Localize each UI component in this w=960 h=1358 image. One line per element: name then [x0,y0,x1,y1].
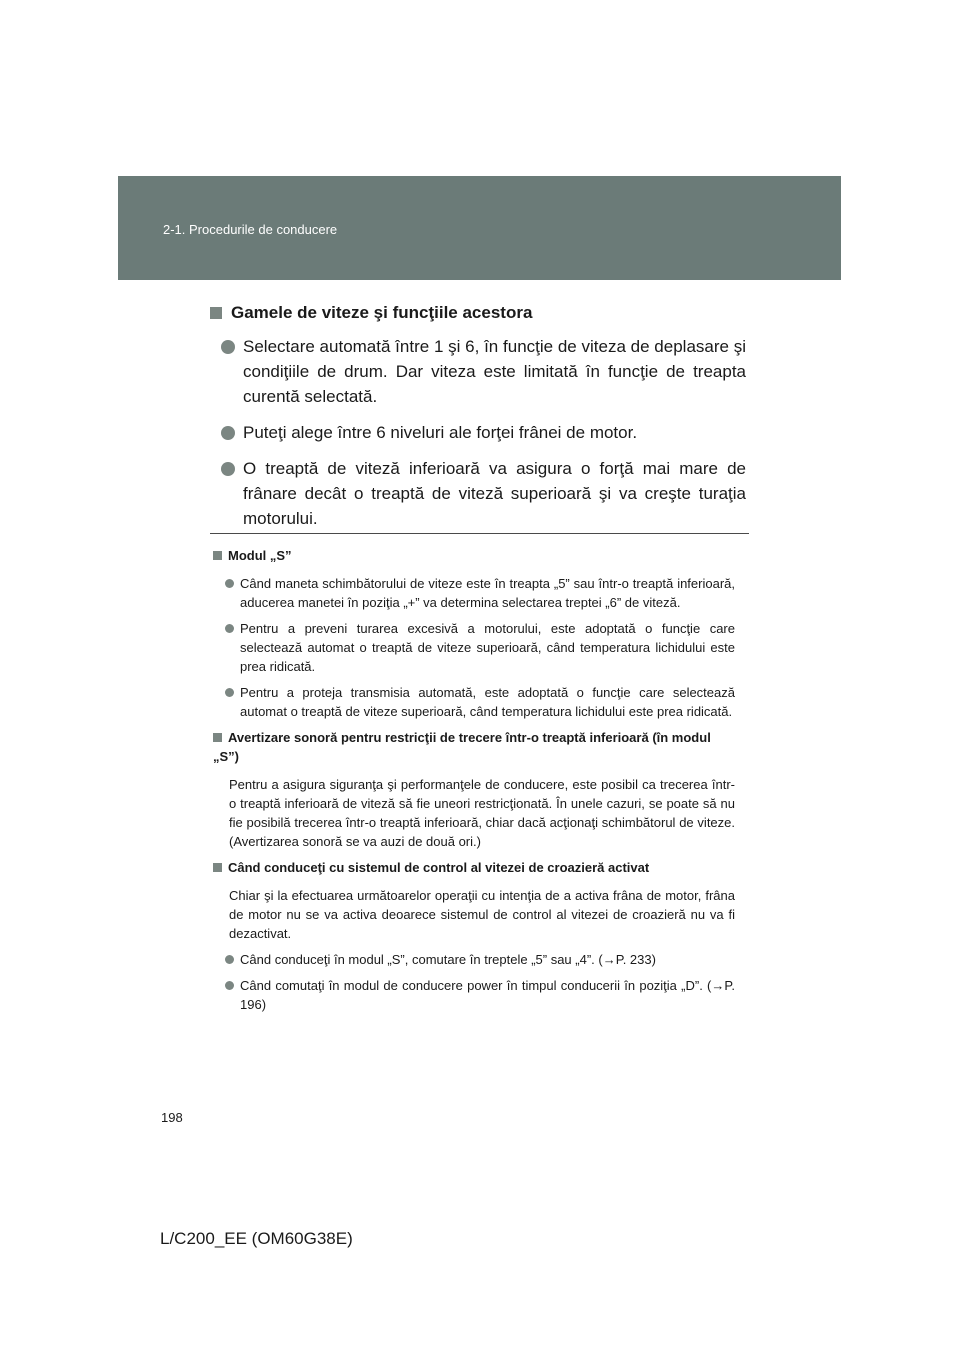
square-bullet-icon [213,551,222,560]
note-bullet-text: Când comutaţi în modul de conducere power în timpul conducerii în poziţia „D”. (→P. 196) [240,978,735,1012]
page-number: 198 [161,1110,183,1125]
notes-section [213,546,735,1021]
main-bullet [210,456,746,531]
main-bullet [210,334,746,409]
note-heading-buzzer [213,728,735,766]
circle-bullet-icon [221,426,235,440]
model-code: L/C200_EE (OM60G38E) [160,1229,353,1248]
circle-bullet-icon [221,462,235,476]
note-heading-cruise [213,858,735,877]
section-header-bar [118,176,841,280]
section-divider [210,533,749,534]
note-bullet [213,683,735,721]
note-bullet-text: Pentru a preveni turarea excesivă a motorului, este adoptată o funcţie care selectează automat o treaptă de viteze superioară, când temperatura lichidului este prea ridicată. [240,621,735,674]
section-title: 2-1. Procedurile de conducere [163,222,338,237]
circle-bullet-icon [221,340,235,354]
circle-bullet-icon [225,688,234,697]
note-bullet [213,976,735,1014]
note-heading-s-mode [213,546,735,565]
note-bullet [213,950,735,969]
note-paragraph: Pentru a asigura siguranţa şi performanţele de conducere, este posibil ca trecerea într-o treaptă inferioară de viteză să fie uneori restricţionată. În unele cazuri, se poate să nu fie posibilă trecerea într-o treaptă inferioară, chiar dacă acţionaţi schimbătorul de viteze. (Avertizarea sonoră se va auzi de două ori.) [229,777,735,849]
circle-bullet-icon [225,624,234,633]
main-heading-text: Gamele de viteze şi funcţiile acestora [231,303,533,322]
note-bullet [213,619,735,676]
note-heading-text: Modul „S” [228,548,292,563]
square-bullet-icon [210,307,222,319]
note-heading-text: Când conduceţi cu sistemul de control al vitezei de croazieră activat [228,860,650,875]
note-bullet-text: Pentru a proteja transmisia automată, este adoptată o funcţie care selectează automat o treaptă de viteze superioară, când temperatura lichidului este prea ridicată. [240,685,735,719]
note-paragraph: Chiar şi la efectuarea următoarelor operaţii cu intenţia de a activa frâna de motor, frâna de motor nu se va activa deoarece sistemul de control al vitezei de croazieră nu va fi dezactivat. [229,888,735,941]
circle-bullet-icon [225,579,234,588]
note-bullet-text: Când maneta schimbătorului de viteze este în treapta „5” sau într-o treaptă inferioară, aducerea manetei în poziţia „+” va determina selectarea treptei „6” de viteză. [240,576,735,610]
main-content [210,300,746,542]
main-bullet-text: Puteţi alege între 6 niveluri ale forţei frânei de motor. [243,423,638,442]
main-bullet-text: Selectare automată între 1 şi 6, în funcţie de viteza de deplasare şi condiţiile de drum. Dar viteza este limitată în funcţie de treapta curentă selectată. [243,337,746,406]
main-bullet [210,420,746,445]
square-bullet-icon [213,733,222,742]
main-bullet-text: O treaptă de viteză inferioară va asigura o forţă mai mare de frânare decât o treaptă de viteză superioară şi va creşte turaţia motorului. [243,459,746,528]
main-heading [210,300,746,326]
note-bullet [213,574,735,612]
note-bullet-text: Când conduceţi în modul „S”, comutare în treptele „5” sau „4”. (→P. 233) [240,952,656,967]
circle-bullet-icon [225,955,234,964]
circle-bullet-icon [225,981,234,990]
note-heading-text: Avertizare sonoră pentru restricţii de trecere într-o treaptă inferioară (în modul „S”) [213,730,711,764]
square-bullet-icon [213,863,222,872]
